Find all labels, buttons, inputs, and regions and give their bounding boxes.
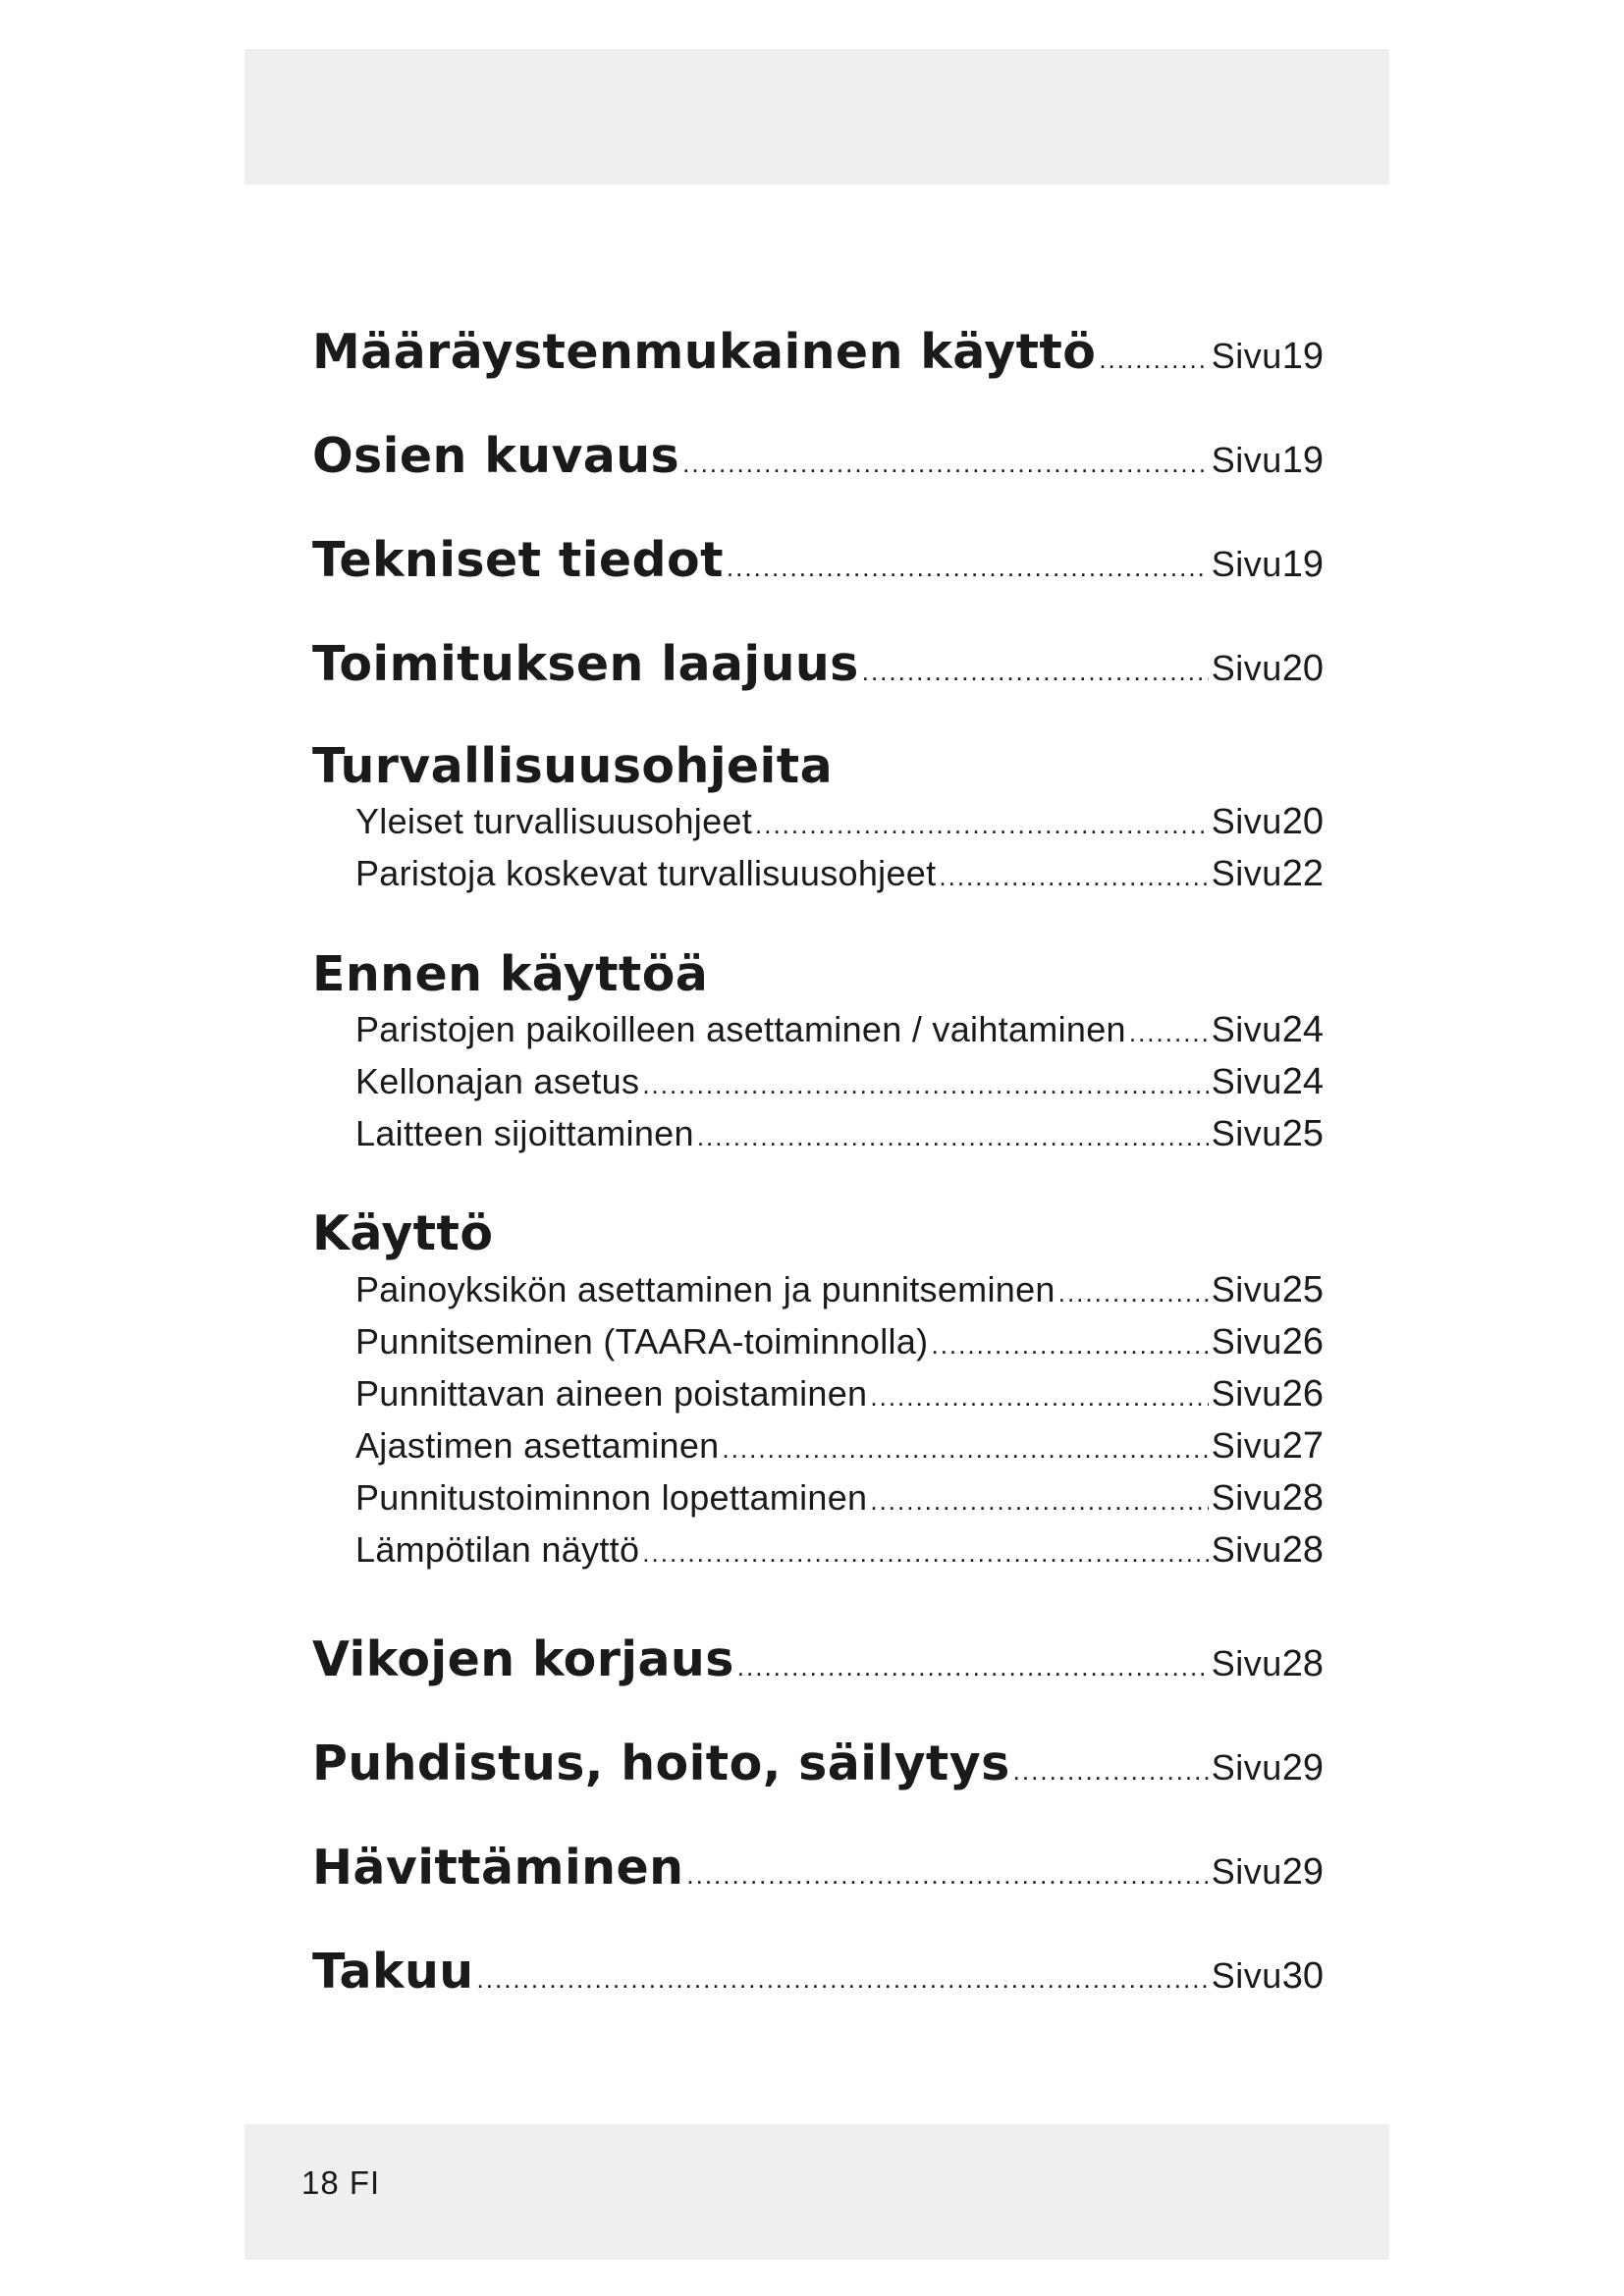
page-prefix: Sivu bbox=[1211, 1477, 1282, 1518]
leader-dots bbox=[1058, 1278, 1209, 1308]
toc-entry-havittaminen[interactable] bbox=[312, 1840, 1324, 1896]
leader-dots bbox=[737, 1652, 1209, 1682]
page-number: 30 bbox=[1281, 1955, 1324, 1997]
toc-entry-title: Määräystenmukainen käyttö bbox=[312, 324, 1097, 380]
toc-subentry-lampotilan-naytto[interactable] bbox=[355, 1529, 1324, 1572]
toc-entry-toimituksen-laajuus[interactable] bbox=[312, 636, 1324, 692]
section-heading-kaytto: Käyttö bbox=[312, 1205, 494, 1261]
toc-subentry-title: Lämpötilan näyttö bbox=[355, 1529, 640, 1570]
toc-subentry-laitteen-sijoittaminen[interactable] bbox=[355, 1113, 1324, 1155]
page-prefix: Sivu bbox=[1211, 1425, 1282, 1466]
toc-subentry-yleiset-turvallisuusohjeet[interactable] bbox=[355, 801, 1324, 843]
leader-dots bbox=[1129, 1018, 1209, 1048]
section-heading-ennen-kayttoa: Ennen käyttöä bbox=[312, 946, 709, 1002]
page-number: 25 bbox=[1281, 1113, 1324, 1154]
page-number: 22 bbox=[1281, 853, 1324, 894]
toc-entry-title: Tekniset tiedot bbox=[312, 532, 724, 588]
toc-subentry-title: Kellonajan asetus bbox=[355, 1061, 640, 1101]
toc-entry-title: Osien kuvaus bbox=[312, 428, 680, 484]
toc-entry-title: Takuu bbox=[312, 1944, 474, 2000]
toc-subentry-punnitustoiminnon-lopettaminen[interactable] bbox=[355, 1477, 1324, 1520]
page-prefix: Sivu bbox=[1211, 853, 1282, 893]
toc-subentry-paristojen-asettaminen[interactable] bbox=[355, 1009, 1324, 1051]
page-number: 24 bbox=[1281, 1061, 1324, 1102]
toc-entry-maaraystenmukainen-kaytto[interactable] bbox=[312, 324, 1324, 380]
header-band bbox=[244, 49, 1389, 185]
page-prefix: Sivu bbox=[1211, 1113, 1282, 1153]
page-number: 25 bbox=[1281, 1269, 1324, 1310]
page-prefix: Sivu bbox=[1211, 1643, 1282, 1683]
page-number: 20 bbox=[1281, 648, 1324, 689]
toc-subentry-title: Punnitseminen (TAARA-toiminnolla) bbox=[355, 1321, 929, 1362]
page-number: 20 bbox=[1281, 801, 1324, 842]
leader-dots bbox=[727, 553, 1209, 583]
page-prefix: Sivu bbox=[1211, 1373, 1282, 1414]
leader-dots bbox=[722, 1434, 1208, 1465]
page-prefix: Sivu bbox=[1211, 1529, 1282, 1570]
page-prefix: Sivu bbox=[1211, 1321, 1282, 1362]
toc-entry-vikojen-korjaus[interactable] bbox=[312, 1631, 1324, 1687]
page-prefix: Sivu bbox=[1211, 1955, 1282, 1996]
page-number: 19 bbox=[1281, 336, 1324, 377]
leader-dots bbox=[697, 1122, 1209, 1152]
toc-entry-osien-kuvaus[interactable] bbox=[312, 428, 1324, 484]
page-prefix: Sivu bbox=[1211, 801, 1282, 841]
page-prefix: Sivu bbox=[1211, 1269, 1282, 1309]
toc-subentry-title: Yleiset turvallisuusohjeet bbox=[355, 801, 753, 841]
toc-subentry-punnittavan-aineen-poistaminen[interactable] bbox=[355, 1373, 1324, 1415]
toc-entry-title: Vikojen korjaus bbox=[312, 1631, 734, 1687]
footer-page-number: 18 bbox=[301, 2164, 340, 2201]
toc-subentry-title: Punnittavan aineen poistaminen bbox=[355, 1373, 868, 1414]
toc-subentry-title: Laitteen sijoittaminen bbox=[355, 1113, 694, 1153]
footer-page-label bbox=[301, 2164, 380, 2202]
page-prefix: Sivu bbox=[1211, 1061, 1282, 1101]
leader-dots bbox=[642, 1538, 1208, 1569]
toc-subentry-kellonajan-asetus[interactable] bbox=[355, 1061, 1324, 1103]
page-number: 29 bbox=[1281, 1851, 1324, 1893]
leader-dots bbox=[477, 1964, 1209, 1995]
toc-subentry-title: Paristojen paikoilleen asettaminen / vaihtaminen bbox=[355, 1009, 1126, 1049]
leader-dots bbox=[870, 1486, 1208, 1517]
leader-dots bbox=[931, 1330, 1208, 1361]
leader-dots bbox=[862, 657, 1209, 687]
footer-band bbox=[244, 2124, 1389, 2260]
page-number: 29 bbox=[1281, 1747, 1324, 1789]
leader-dots bbox=[1013, 1756, 1209, 1787]
toc-subentry-title: Punnitustoiminnon lopettaminen bbox=[355, 1477, 868, 1518]
page-number: 27 bbox=[1281, 1425, 1324, 1467]
toc-subentry-title: Paristoja koskevat turvallisuusohjeet bbox=[355, 853, 937, 893]
toc-entry-puhdistus-hoito-sailytys[interactable] bbox=[312, 1735, 1324, 1791]
toc-subentry-title: Ajastimen asettaminen bbox=[355, 1425, 720, 1466]
leader-dots bbox=[642, 1070, 1208, 1100]
leader-dots bbox=[1099, 345, 1208, 375]
section-heading-turvallisuusohjeita: Turvallisuusohjeita bbox=[312, 738, 834, 794]
page-prefix: Sivu bbox=[1211, 1851, 1282, 1892]
leader-dots bbox=[755, 810, 1209, 840]
leader-dots bbox=[939, 862, 1208, 892]
page-number: 28 bbox=[1281, 1477, 1324, 1519]
leader-dots bbox=[870, 1382, 1208, 1413]
page-number: 26 bbox=[1281, 1373, 1324, 1415]
page-number: 28 bbox=[1281, 1643, 1324, 1684]
toc-entry-title: Puhdistus, hoito, säilytys bbox=[312, 1735, 1010, 1791]
toc-subentry-punnitseminen-taara[interactable] bbox=[355, 1321, 1324, 1363]
page-prefix: Sivu bbox=[1211, 648, 1282, 688]
leader-dots bbox=[686, 1860, 1208, 1891]
page-prefix: Sivu bbox=[1211, 440, 1282, 480]
toc-subentry-title: Painoyksikön asettaminen ja punnitseminen bbox=[355, 1269, 1056, 1309]
toc-subentry-painoyksikon-asettaminen[interactable] bbox=[355, 1269, 1324, 1311]
page-prefix: Sivu bbox=[1211, 544, 1282, 584]
footer-language: FI bbox=[349, 2164, 381, 2201]
page-prefix: Sivu bbox=[1211, 1747, 1282, 1788]
toc-entry-title: Hävittäminen bbox=[312, 1840, 684, 1896]
toc-entry-title: Toimituksen laajuus bbox=[312, 636, 859, 692]
page-number: 19 bbox=[1281, 544, 1324, 585]
page-number: 19 bbox=[1281, 440, 1324, 481]
leader-dots bbox=[682, 449, 1209, 479]
toc-subentry-ajastimen-asettaminen[interactable] bbox=[355, 1425, 1324, 1468]
page-number: 24 bbox=[1281, 1009, 1324, 1050]
page-prefix: Sivu bbox=[1211, 336, 1282, 376]
toc-entry-takuu[interactable] bbox=[312, 1944, 1324, 2000]
page-prefix: Sivu bbox=[1211, 1009, 1282, 1049]
toc-subentry-paristoja-koskevat[interactable] bbox=[355, 853, 1324, 895]
page-number: 28 bbox=[1281, 1529, 1324, 1571]
toc-entry-tekniset-tiedot[interactable] bbox=[312, 532, 1324, 588]
page-number: 26 bbox=[1281, 1321, 1324, 1362]
